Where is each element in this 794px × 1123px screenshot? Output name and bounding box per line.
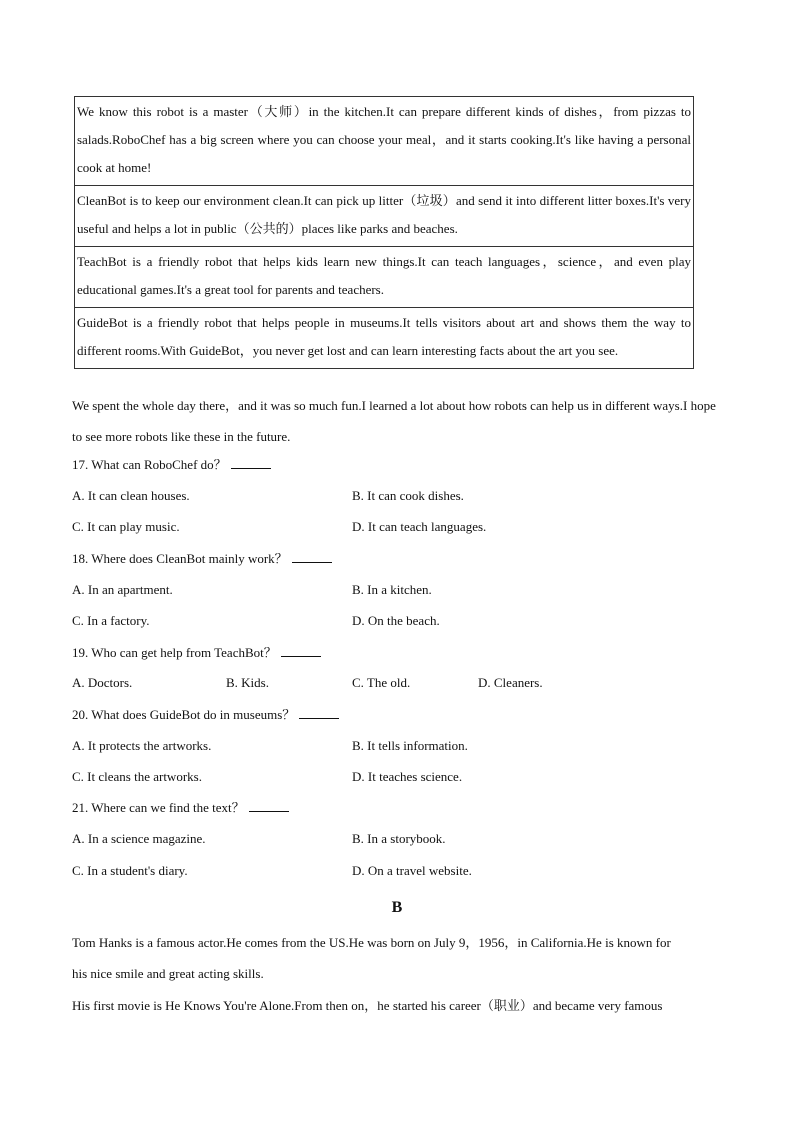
question-17 — [72, 455, 271, 475]
q21-option-d[interactable]: D. On a travel website. — [352, 863, 472, 878]
robot-description-table — [74, 96, 694, 369]
q21-option-a[interactable]: A. In a science magazine. — [72, 831, 206, 846]
q21-option-c[interactable]: C. In a student's diary. — [72, 863, 188, 878]
answer-blank[interactable] — [231, 455, 271, 469]
question-19 — [72, 643, 321, 663]
cleanbot-description: CleanBot is to keep our environment clean.It can pick up litter（垃圾）and send it into different litter boxes.It's very useful and helps a lot in public（公共的）places like parks and beaches. — [75, 186, 694, 247]
q19-option-d[interactable]: D. Cleaners. — [478, 675, 543, 690]
q19-option-a[interactable]: A. Doctors. — [72, 675, 133, 690]
question-text: Where does CleanBot mainly work？ — [91, 551, 288, 566]
question-number: 19. — [72, 645, 89, 660]
q18-option-a[interactable]: A. In an apartment. — [72, 582, 173, 597]
q18-option-c[interactable]: C. In a factory. — [72, 613, 150, 628]
question-20 — [72, 705, 339, 725]
q21-option-b[interactable]: B. In a storybook. — [352, 831, 446, 846]
table-row — [75, 308, 694, 369]
teachbot-description: TeachBot is a friendly robot that helps kids learn new things.It can teach languages，science，and even play educational games.It's a great tool for parents and teachers. — [75, 247, 694, 308]
closing-paragraph: We spent the whole day there，and it was so much fun.I learned a lot about how robots can help us in different ways.I hope to see more robots like these in the future. — [72, 398, 716, 444]
section-b-paragraph-2-line-1: His first movie is He Knows You're Alone.From then on，he started his career（职业）and became very famous — [72, 998, 663, 1013]
guidebot-description: GuideBot is a friendly robot that helps people in museums.It tells visitors about art and shows them the way to different rooms.With GuideBot，you never get lost and can learn interesting facts about the art you see. — [75, 308, 694, 369]
q20-option-c[interactable]: C. It cleans the artworks. — [72, 769, 202, 784]
answer-blank[interactable] — [281, 643, 321, 657]
q20-option-a[interactable]: A. It protects the artworks. — [72, 738, 212, 753]
q19-option-b[interactable]: B. Kids. — [226, 675, 269, 690]
q17-option-c[interactable]: C. It can play music. — [72, 519, 180, 534]
question-number: 21. — [72, 800, 89, 815]
q19-option-c[interactable]: C. The old. — [352, 675, 411, 690]
robochef-description: We know this robot is a master（大师）in the kitchen.It can prepare different kinds of dishes，from pizzas to salads.RoboChef has a big screen where you can choose your meal，and it starts cooking.It's like having a personal cook at home! — [75, 97, 694, 186]
question-number: 17. — [72, 457, 89, 472]
q20-option-d[interactable]: D. It teaches science. — [352, 769, 463, 784]
q18-option-d[interactable]: D. On the beach. — [352, 613, 440, 628]
question-text: Where can we find the text？ — [91, 800, 245, 815]
q17-option-a[interactable]: A. It can clean houses. — [72, 488, 190, 503]
question-18 — [72, 549, 332, 569]
question-21 — [72, 798, 289, 818]
table-row — [75, 247, 694, 308]
q17-option-d[interactable]: D. It can teach languages. — [352, 519, 487, 534]
q17-option-b[interactable]: B. It can cook dishes. — [352, 488, 464, 503]
question-number: 18. — [72, 551, 89, 566]
q18-option-b[interactable]: B. In a kitchen. — [352, 582, 432, 597]
answer-blank[interactable] — [292, 549, 332, 563]
answer-blank[interactable] — [249, 798, 289, 812]
q20-option-b[interactable]: B. It tells information. — [352, 738, 468, 753]
section-b-paragraph-1-line-1: Tom Hanks is a famous actor.He comes from the US.He was born on July 9，1956，in California.He is known for — [72, 935, 671, 950]
table-row — [75, 186, 694, 247]
question-text: What can RoboChef do？ — [91, 457, 227, 472]
section-b-heading: B — [391, 899, 403, 916]
question-text: Who can get help from TeachBot？ — [91, 645, 277, 660]
question-number: 20. — [72, 707, 89, 722]
section-b-paragraph-1-line-2: his nice smile and great acting skills. — [72, 966, 264, 981]
question-text: What does GuideBot do in museums？ — [91, 707, 296, 722]
table-row — [75, 97, 694, 186]
answer-blank[interactable] — [299, 705, 339, 719]
